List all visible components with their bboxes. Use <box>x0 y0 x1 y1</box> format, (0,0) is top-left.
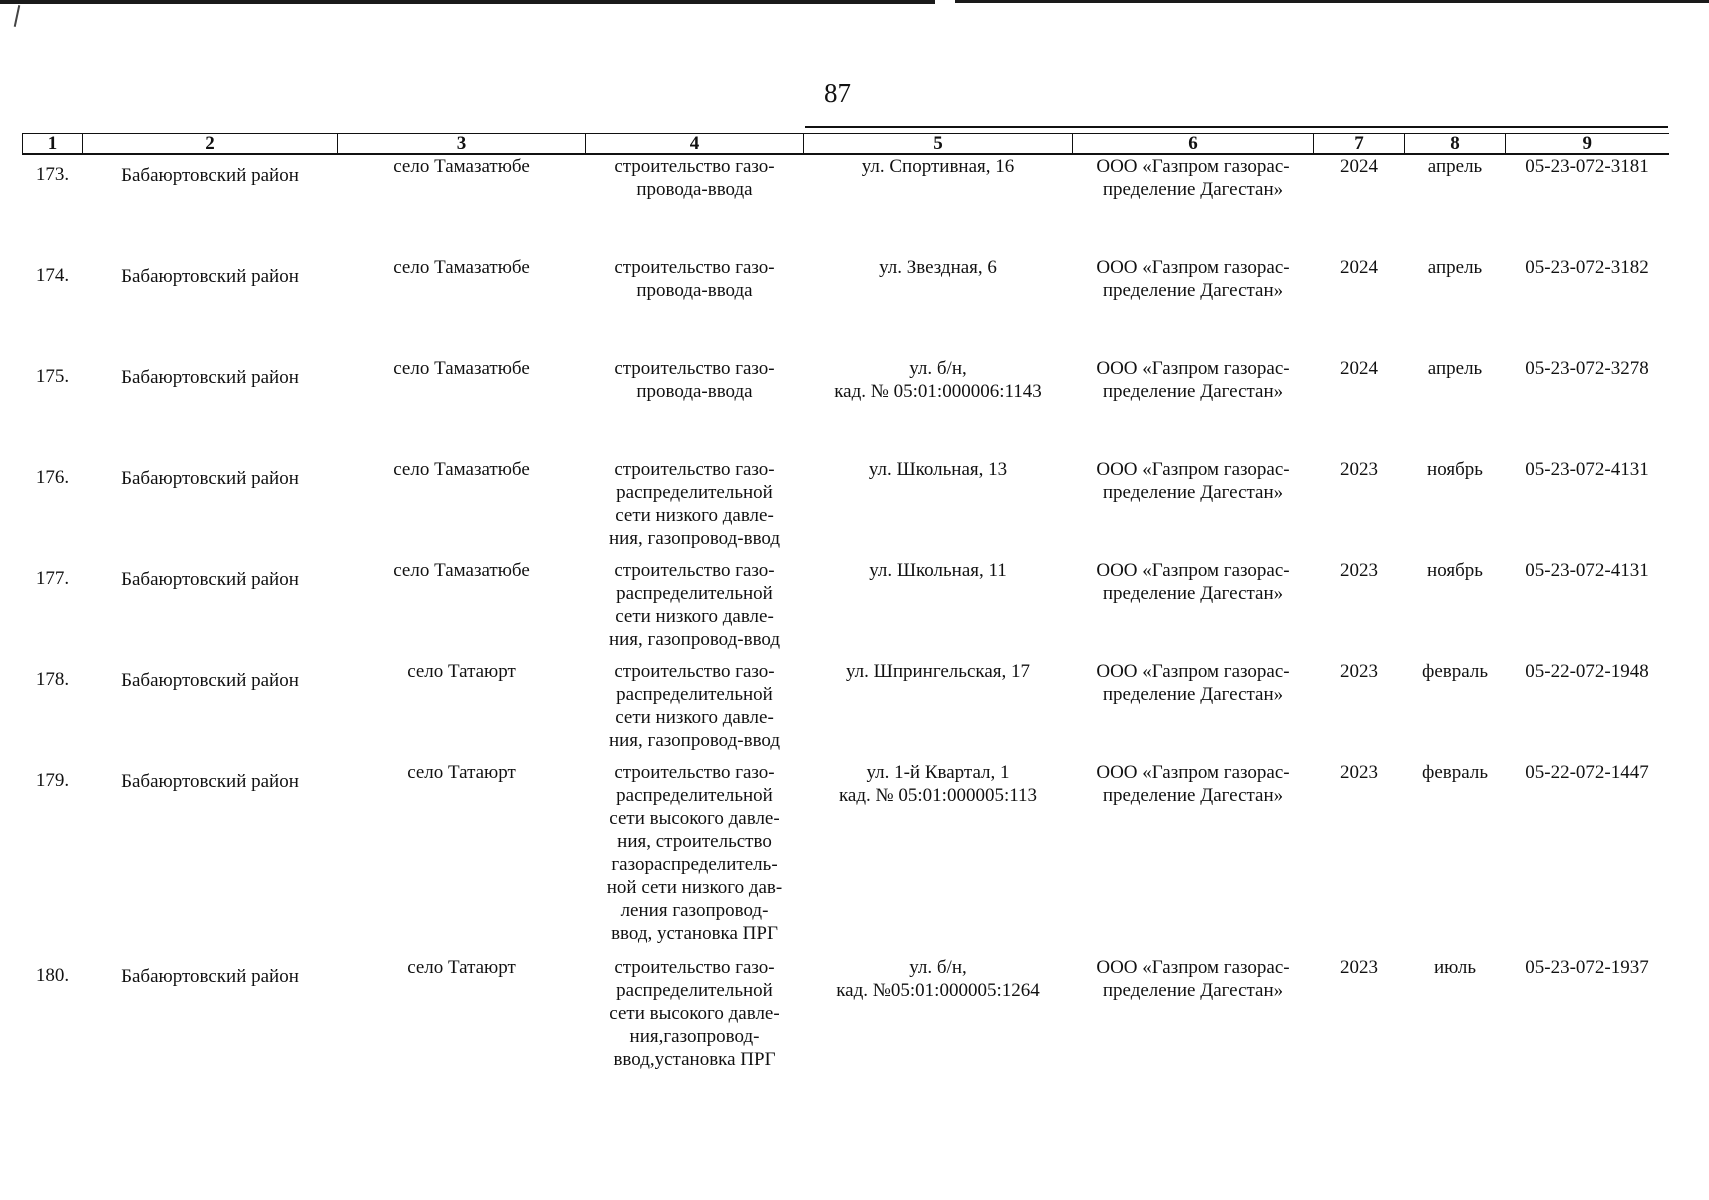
settlement-cell <box>338 256 586 357</box>
address-cell <box>804 761 1073 956</box>
work-description-cell-line: сети высокого давле- <box>609 1003 780 1024</box>
year-cell-text: 2024 <box>1340 156 1378 177</box>
scan-mark <box>14 5 21 27</box>
district-cell-text: Бабаюртовский район <box>121 569 299 590</box>
year-cell-text: 2023 <box>1340 560 1378 581</box>
row-number-cell-text: 178. <box>35 669 70 690</box>
work-description-cell-line: ввод,установка ПРГ <box>613 1049 776 1070</box>
address-cell-line: ул. Школьная, 13 <box>868 459 1008 480</box>
year-cell <box>1314 660 1405 761</box>
settlement-cell <box>338 761 586 956</box>
settlement-cell-text: село Тамазатюбе <box>393 560 530 581</box>
organization-cell-line: ООО «Газпром газорас- <box>1096 156 1290 177</box>
address-cell-line: ул. Звездная, 6 <box>879 257 997 278</box>
district-cell-text: Бабаюртовский район <box>121 367 299 388</box>
address-cell <box>804 154 1073 256</box>
settlement-cell <box>338 458 586 559</box>
register-table <box>22 133 1669 1086</box>
settlement-cell <box>338 956 586 1086</box>
work-description-cell-line: провода-ввода <box>636 381 753 402</box>
row-number-cell <box>23 357 83 458</box>
month-cell-text: февраль <box>1422 762 1488 783</box>
address-cell <box>804 660 1073 761</box>
page-number: 87 <box>824 78 851 108</box>
work-description-cell-line: ния, газопровод-ввод <box>608 730 781 751</box>
scan-edge-line <box>955 0 1709 3</box>
address-cell <box>804 559 1073 660</box>
code-cell <box>1506 458 1669 559</box>
code-cell-text: 05-23-072-3181 <box>1525 156 1649 177</box>
month-cell <box>1405 761 1506 956</box>
address-cell-line: ул. б/н, <box>909 358 967 379</box>
district-cell <box>83 357 338 458</box>
organization-cell-line: ООО «Газпром газорас- <box>1096 762 1290 783</box>
code-cell <box>1506 956 1669 1086</box>
year-cell-text: 2023 <box>1340 661 1378 682</box>
row-number-cell <box>23 761 83 956</box>
code-cell-text: 05-23-072-4131 <box>1525 459 1649 480</box>
code-cell <box>1506 256 1669 357</box>
settlement-cell <box>338 559 586 660</box>
work-description-cell-line: провода-ввода <box>636 280 753 301</box>
organization-cell-line: пределение Дагестан» <box>1102 684 1284 705</box>
year-cell-text: 2023 <box>1340 762 1378 783</box>
settlement-cell <box>338 357 586 458</box>
organization-cell <box>1073 559 1314 660</box>
work-description-cell-line: сети низкого давле- <box>615 707 774 728</box>
table-row <box>23 154 1669 256</box>
work-description-cell-line: сети высокого давле- <box>609 808 780 829</box>
settlement-cell-text: село Тамазатюбе <box>393 358 530 379</box>
district-cell-text: Бабаюртовский район <box>121 468 299 489</box>
row-number-cell <box>23 660 83 761</box>
work-description-cell-line: распределительной <box>616 482 773 503</box>
year-cell <box>1314 559 1405 660</box>
organization-cell-line: ООО «Газпром газорас- <box>1096 257 1290 278</box>
organization-cell-line: пределение Дагестан» <box>1102 583 1284 604</box>
year-cell-text: 2024 <box>1340 257 1378 278</box>
work-description-cell-line: строительство газо- <box>614 257 775 278</box>
column-header: 6 <box>1073 134 1314 155</box>
work-description-cell-line: ной сети низкого дав- <box>606 877 783 898</box>
work-description-cell <box>586 660 804 761</box>
organization-cell <box>1073 458 1314 559</box>
work-description-cell-line: распределительной <box>616 980 773 1001</box>
work-description-cell-line: строительство газо- <box>614 762 775 783</box>
work-description-cell-line: ния, газопровод-ввод <box>608 629 781 650</box>
settlement-cell <box>338 154 586 256</box>
settlement-cell-text: село Татаюрт <box>407 762 516 783</box>
organization-cell-line: ООО «Газпром газорас- <box>1096 358 1290 379</box>
row-number-cell-text: 173. <box>35 164 70 185</box>
year-cell-text: 2023 <box>1340 459 1378 480</box>
code-cell-text: 05-23-072-3182 <box>1525 257 1649 278</box>
month-cell-text: апрель <box>1427 257 1483 278</box>
district-cell <box>83 761 338 956</box>
organization-cell-line: ООО «Газпром газорас- <box>1096 560 1290 581</box>
address-cell <box>804 458 1073 559</box>
month-cell-text: февраль <box>1422 661 1488 682</box>
address-cell-line: ул. Спортивная, 16 <box>861 156 1015 177</box>
address-cell-line: кад. № 05:01:000006:1143 <box>834 381 1042 402</box>
work-description-cell <box>586 559 804 660</box>
organization-cell <box>1073 761 1314 956</box>
code-cell <box>1506 660 1669 761</box>
table-row <box>23 956 1669 1086</box>
row-number-cell-text: 179. <box>35 770 70 791</box>
organization-cell <box>1073 256 1314 357</box>
address-cell <box>804 956 1073 1086</box>
district-cell-text: Бабаюртовский район <box>121 266 299 287</box>
table-top-rule <box>805 126 1668 128</box>
table-row <box>23 256 1669 357</box>
column-header: 7 <box>1314 134 1405 155</box>
year-cell <box>1314 458 1405 559</box>
code-cell-text: 05-23-072-4131 <box>1525 560 1649 581</box>
work-description-cell <box>586 458 804 559</box>
table-body <box>23 154 1669 1086</box>
address-cell-line: ул. б/н, <box>909 957 967 978</box>
table-row <box>23 458 1669 559</box>
work-description-cell-line: распределительной <box>616 785 773 806</box>
table-row <box>23 660 1669 761</box>
column-header: 5 <box>804 134 1073 155</box>
year-cell <box>1314 256 1405 357</box>
column-header: 4 <box>586 134 804 155</box>
work-description-cell <box>586 154 804 256</box>
column-header: 9 <box>1506 134 1669 155</box>
row-number-cell-text: 175. <box>35 366 70 387</box>
row-number-cell-text: 177. <box>35 568 70 589</box>
work-description-cell-line: ния, строительство <box>617 831 772 852</box>
organization-cell-line: пределение Дагестан» <box>1102 482 1284 503</box>
district-cell-text: Бабаюртовский район <box>121 670 299 691</box>
settlement-cell-text: село Татаюрт <box>407 661 516 682</box>
month-cell <box>1405 956 1506 1086</box>
address-cell-line: ул. Школьная, 11 <box>869 560 1007 581</box>
month-cell-text: апрель <box>1427 156 1483 177</box>
column-header: 3 <box>338 134 586 155</box>
district-cell <box>83 154 338 256</box>
address-cell-line: ул. Шпрингельская, 17 <box>846 661 1030 682</box>
district-cell-text: Бабаюртовский район <box>121 771 299 792</box>
year-cell <box>1314 761 1405 956</box>
month-cell <box>1405 458 1506 559</box>
month-cell-text: ноябрь <box>1427 459 1483 480</box>
organization-cell-line: пределение Дагестан» <box>1102 179 1284 200</box>
row-number-cell <box>23 154 83 256</box>
row-number-cell <box>23 956 83 1086</box>
column-header: 2 <box>83 134 338 155</box>
district-cell <box>83 956 338 1086</box>
month-cell <box>1405 154 1506 256</box>
work-description-cell-line: строительство газо- <box>614 358 775 379</box>
year-cell <box>1314 357 1405 458</box>
row-number-cell-text: 176. <box>35 467 70 488</box>
table-row <box>23 761 1669 956</box>
organization-cell-line: ООО «Газпром газорас- <box>1096 957 1290 978</box>
row-number-cell <box>23 256 83 357</box>
table-header-row <box>23 134 1669 155</box>
district-cell-text: Бабаюртовский район <box>121 966 299 987</box>
month-cell <box>1405 256 1506 357</box>
work-description-cell-line: распределительной <box>616 684 773 705</box>
column-header: 1 <box>23 134 83 155</box>
work-description-cell-line: строительство газо- <box>614 957 775 978</box>
work-description-cell-line: сети низкого давле- <box>615 505 774 526</box>
year-cell <box>1314 956 1405 1086</box>
code-cell <box>1506 154 1669 256</box>
code-cell <box>1506 357 1669 458</box>
district-cell <box>83 256 338 357</box>
organization-cell <box>1073 956 1314 1086</box>
settlement-cell-text: село Тамазатюбе <box>393 257 530 278</box>
organization-cell <box>1073 357 1314 458</box>
work-description-cell <box>586 761 804 956</box>
work-description-cell <box>586 256 804 357</box>
address-cell <box>804 256 1073 357</box>
work-description-cell <box>586 956 804 1086</box>
month-cell-text: июль <box>1433 957 1477 978</box>
address-cell <box>804 357 1073 458</box>
organization-cell-line: ООО «Газпром газорас- <box>1096 661 1290 682</box>
work-description-cell-line: ния,газопровод- <box>629 1026 760 1047</box>
work-description-cell-line: ввод, установка ПРГ <box>611 923 778 944</box>
work-description-cell-line: провода-ввода <box>636 179 753 200</box>
work-description-cell-line: ления газопровод- <box>620 900 769 921</box>
organization-cell <box>1073 154 1314 256</box>
year-cell-text: 2023 <box>1340 957 1378 978</box>
code-cell <box>1506 559 1669 660</box>
work-description-cell <box>586 357 804 458</box>
work-description-cell-line: распределительной <box>616 583 773 604</box>
scan-edge-line <box>0 0 935 4</box>
work-description-cell-line: строительство газо- <box>614 459 775 480</box>
row-number-cell <box>23 458 83 559</box>
district-cell <box>83 559 338 660</box>
month-cell <box>1405 357 1506 458</box>
work-description-cell-line: строительство газо- <box>614 661 775 682</box>
column-header: 8 <box>1405 134 1506 155</box>
month-cell-text: ноябрь <box>1427 560 1483 581</box>
month-cell-text: апрель <box>1427 358 1483 379</box>
month-cell <box>1405 660 1506 761</box>
code-cell-text: 05-22-072-1948 <box>1525 661 1649 682</box>
work-description-cell-line: сети низкого давле- <box>615 606 774 627</box>
settlement-cell-text: село Тамазатюбе <box>393 459 530 480</box>
organization-cell-line: пределение Дагестан» <box>1102 381 1284 402</box>
month-cell <box>1405 559 1506 660</box>
table-row <box>23 559 1669 660</box>
address-cell-line: ул. 1-й Квартал, 1 <box>866 762 1010 783</box>
work-description-cell-line: газораспределитель- <box>611 854 778 875</box>
year-cell-text: 2024 <box>1340 358 1378 379</box>
district-cell-text: Бабаюртовский район <box>121 165 299 186</box>
organization-cell-line: пределение Дагестан» <box>1102 785 1284 806</box>
work-description-cell-line: ния, газопровод-ввод <box>608 528 781 549</box>
organization-cell-line: пределение Дагестан» <box>1102 980 1284 1001</box>
code-cell <box>1506 761 1669 956</box>
year-cell <box>1314 154 1405 256</box>
settlement-cell-text: село Тамазатюбе <box>393 156 530 177</box>
row-number-cell-text: 174. <box>35 265 70 286</box>
code-cell-text: 05-23-072-1937 <box>1525 957 1649 978</box>
address-cell-line: кад. №05:01:000005:1264 <box>836 980 1040 1001</box>
organization-cell-line: ООО «Газпром газорас- <box>1096 459 1290 480</box>
district-cell <box>83 660 338 761</box>
settlement-cell <box>338 660 586 761</box>
code-cell-text: 05-22-072-1447 <box>1525 762 1649 783</box>
table-row <box>23 357 1669 458</box>
settlement-cell-text: село Татаюрт <box>407 957 516 978</box>
row-number-cell-text: 180. <box>35 965 70 986</box>
address-cell-line: кад. № 05:01:000005:113 <box>838 785 1038 806</box>
work-description-cell-line: строительство газо- <box>614 156 775 177</box>
code-cell-text: 05-23-072-3278 <box>1525 358 1649 379</box>
organization-cell <box>1073 660 1314 761</box>
row-number-cell <box>23 559 83 660</box>
work-description-cell-line: строительство газо- <box>614 560 775 581</box>
organization-cell-line: пределение Дагестан» <box>1102 280 1284 301</box>
district-cell <box>83 458 338 559</box>
